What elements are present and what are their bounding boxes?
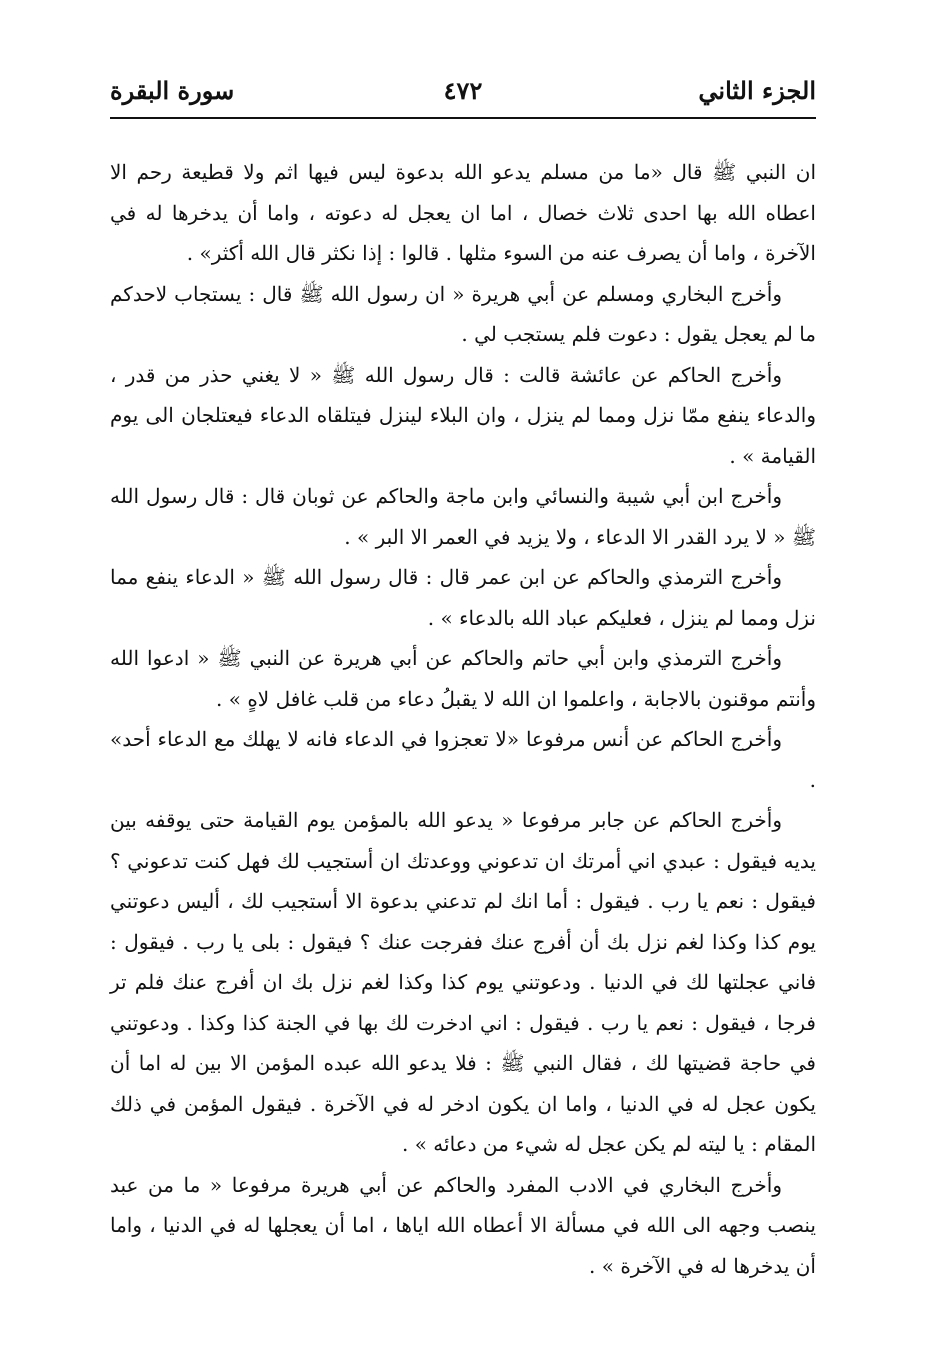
paragraph: وأخرج البخاري في الادب المفرد والحاكم عن أبي هريرة مرفوعا « ما من عبد ينصب وجهه الى الله في مسألة الا أعطاه الله اياها ، اما أن يعجلها له في الدنيا ، واما أن يدخرها له في الآخرة » .: [110, 1172, 816, 1278]
header-rule: [110, 117, 816, 119]
page-header: [110, 70, 816, 114]
paragraph: وأخرج الترمذي وابن أبي حاتم والحاكم عن أبي هريرة عن النبي ﷺ « ادعوا الله وأنتم موقنون بالاجابة ، واعلموا ان الله لا يقبلُ دعاء من قلب غافل لاهٍ » .: [110, 646, 816, 711]
surah-label: سورة البقرة: [110, 76, 235, 105]
paragraph: وأخرج الحاكم عن أنس مرفوعا «لا تعجزوا في الدعاء فانه لا يهلك مع الدعاء أحد» .: [110, 727, 816, 792]
paragraph: وأخرج ابن أبي شيبة والنسائي وابن ماجة والحاكم عن ثوبان قال : قال رسول الله ﷺ « لا يرد القدر الا الدعاء ، ولا يزيد في العمر الا البر » .: [110, 484, 816, 549]
paragraph: وأخرج الحاكم عن جابر مرفوعا « يدعو الله بالمؤمن يوم القيامة حتى يوقفه بين يديه فيقول : عبدي اني أمرتك ان تدعوني ووعدتك ان أستجيب لك فهل كنت تدعوني ؟ فيقول : نعم يا رب . فيقول : أما انك لم تدعني بدعوة الا أستجيب لك ، أليس دعوتني يوم كذا وكذا لغم نزل بك أن أفرج عنك ففرجت عنك ؟ فيقول : بلى يا رب . فيقول : فاني عجلتها لك في الدنيا . ودعوتني يوم كذا وكذا لغم نزل بك ان أفرج عنك فلم تر فرجا ، فيقول : نعم يا رب . فيقول : اني ادخرت لك بها في الجنة كذا وكذا . ودعوتني في حاجة قضيتها لك ، فقال النبي ﷺ : فلا يدعو الله عبده المؤمن الا بين له اما أن يكون عجل له في الدنيا ، واما ان يكون ادخر له في الآخرة . فيقول المؤمن في ذلك المقام : يا ليته لم يكن عجل له شيء من دعائه » .: [110, 808, 816, 1156]
paragraph: ان النبي ﷺ قال «ما من مسلم يدعو الله بدعوة ليس فيها اثم ولا قطيعة رحم الا اعطاه الله بها احدى ثلاث خصال ، اما ان يعجل له دعوته ، واما أن يدخرها له في الآخرة ، واما أن يصرف عنه من السوء مثلها . قالوا : إذا نكثر قال الله أكثر» .: [110, 160, 816, 265]
paragraph: وأخرج الترمذي والحاكم عن ابن عمر قال : قال رسول الله ﷺ « الدعاء ينفع مما نزل ومما لم ينزل ، فعليكم عباد الله بالدعاء » .: [110, 565, 816, 630]
page-number: ٤٧٢: [443, 76, 483, 105]
part-label: الجزء الثاني: [698, 76, 816, 105]
page-body: [110, 152, 816, 1286]
paragraph: وأخرج البخاري ومسلم عن أبي هريرة « ان رسول الله ﷺ قال : يستجاب لاحدكم ما لم يعجل يقول : دعوت فلم يستجب لي .: [110, 281, 816, 346]
paragraph: وأخرج الحاكم عن عائشة قالت : قال رسول الله ﷺ « لا يغني حذر من قدر ، والدعاء ينفع ممّا نزل ومما لم ينزل ، وان البلاء لينزل فيتلقاه الدعاء فيعتلجان الى يوم القيامة » .: [110, 362, 817, 468]
